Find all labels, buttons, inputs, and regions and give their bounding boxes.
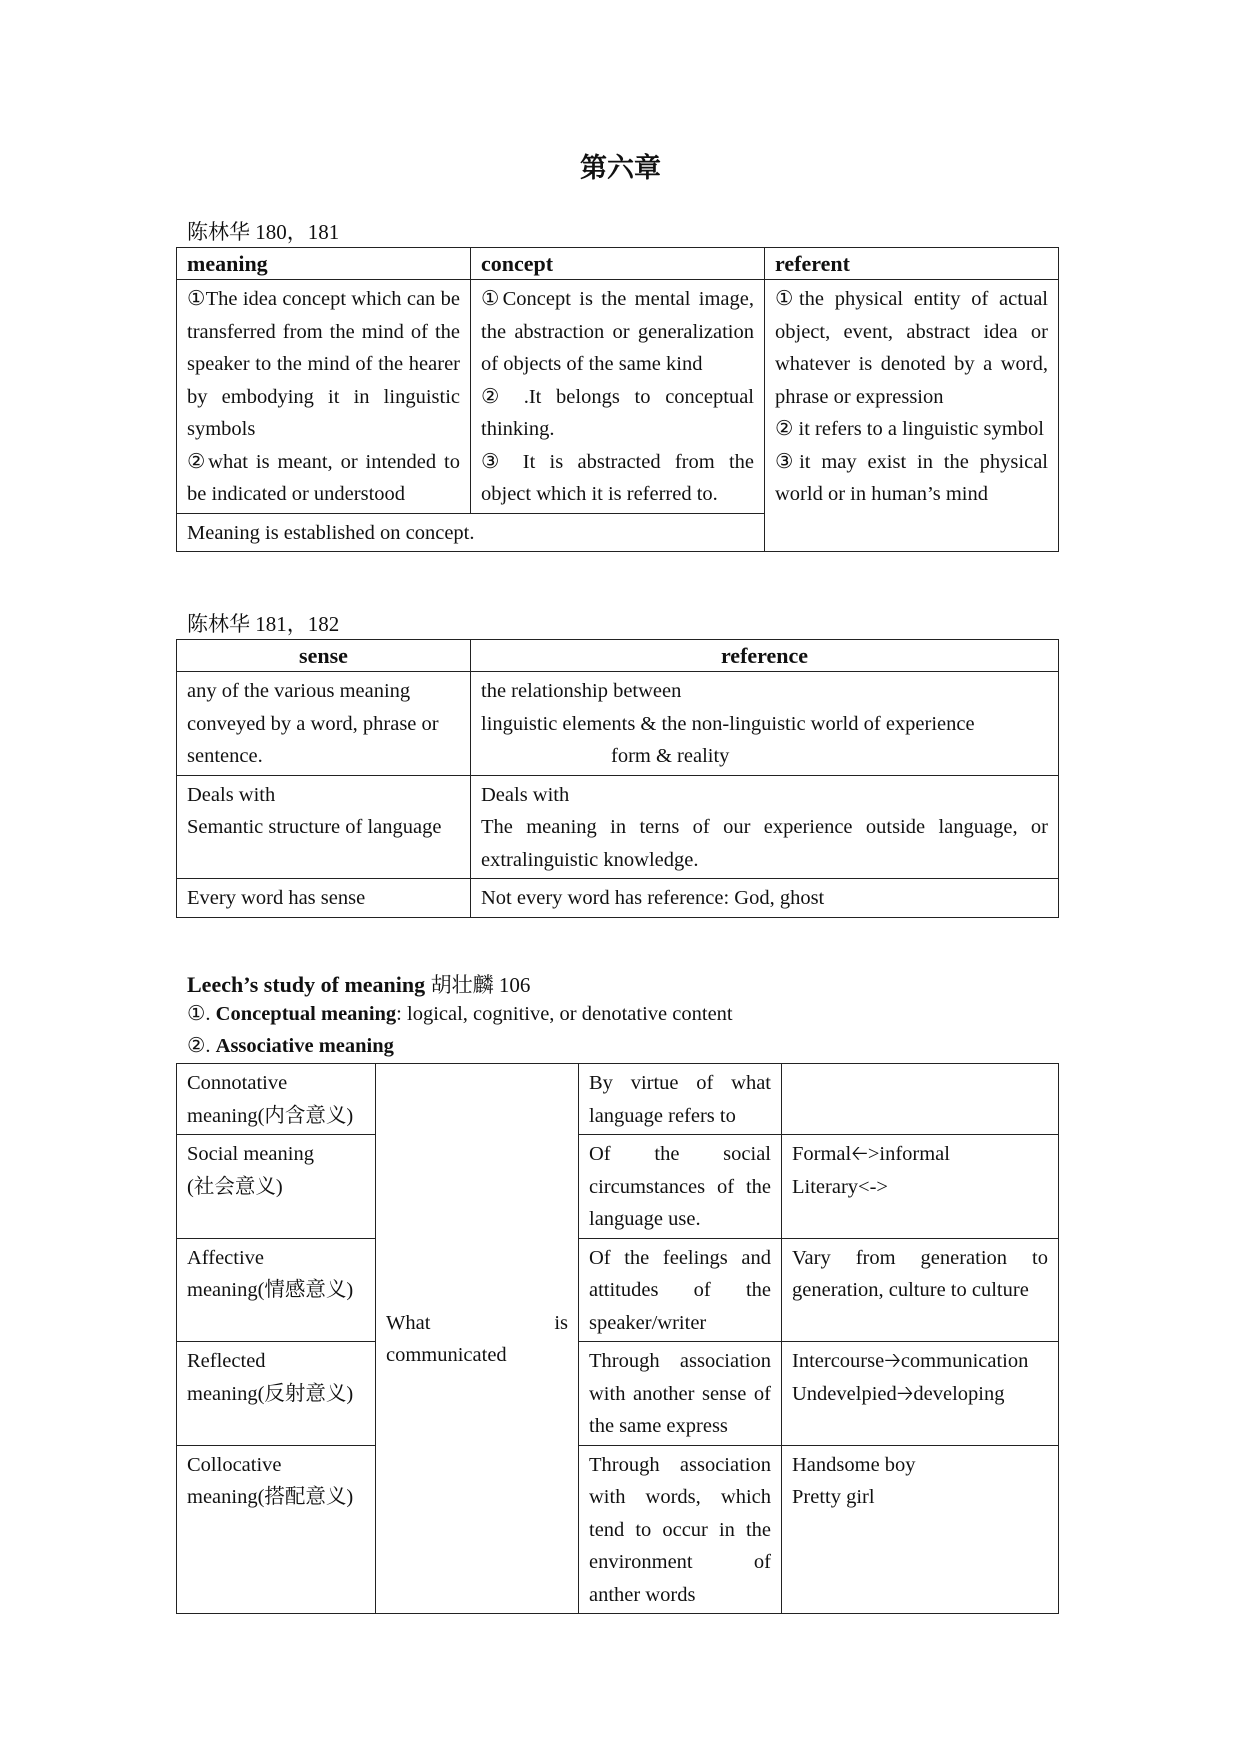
- reference-row1-line1: the relationship between: [481, 680, 682, 702]
- sense-reference-table: [176, 639, 1059, 918]
- reflected-name: Reflected meaning(反射意义): [177, 1342, 376, 1446]
- leech-heading-source: 胡壮麟 106: [430, 973, 531, 997]
- referent-line-2: ② it refers to a linguistic symbol: [775, 418, 1044, 440]
- collocative-desc: Through association with words, which tend to occur in the environment of anther words: [579, 1445, 782, 1614]
- reference-row2: [471, 775, 1059, 879]
- concept-line-1: ①Concept is the mental image, the abstraction or generalization of objects of the same kind: [481, 288, 760, 375]
- connotative-example: [782, 1064, 1059, 1135]
- social-example-line2: Literary<->: [792, 1175, 888, 1198]
- sense-row2-line1: Deals with: [187, 783, 276, 806]
- header-reference: reference: [471, 640, 1059, 672]
- leech-item-1: [187, 1001, 733, 1026]
- sense-row2-line2: Semantic structure of language: [187, 816, 442, 838]
- reflected-example: [782, 1342, 1059, 1446]
- leech-item1-bold: Conceptual meaning: [215, 1003, 397, 1025]
- reference-row3: Not every word has reference: God, ghost: [471, 879, 1059, 918]
- header-meaning: meaning: [177, 248, 471, 280]
- middle-text: What is communicated: [386, 1311, 574, 1366]
- table1-source: 陈林华 180，181: [187, 220, 340, 244]
- table1-footer: Meaning is established on concept.: [177, 513, 765, 552]
- social-name: [177, 1135, 376, 1239]
- meaning-concept-referent-table: [176, 247, 1059, 552]
- sense-row3: Every word has sense: [177, 879, 471, 918]
- leech-item2-bold: Associative meaning: [215, 1035, 394, 1057]
- header-concept: concept: [471, 248, 765, 280]
- connotative-desc: By virtue of what language refers to: [579, 1064, 782, 1135]
- social-example-line1: Formal🡠>informal: [792, 1143, 950, 1165]
- affective-name: Affective meaning(情感意义): [177, 1238, 376, 1342]
- reference-row1-line2: linguistic elements & the non-linguistic world of experience: [481, 712, 975, 735]
- concept-cell: [471, 280, 765, 514]
- collocative-name: Collocative meaning(搭配意义): [177, 1445, 376, 1614]
- leech-item2-num: ②.: [187, 1035, 211, 1057]
- meaning-line-1: ①The idea concept which can be transferred from the mind of the speaker to the mind of the hearer by embodying it in linguistic symbols: [187, 288, 466, 440]
- leech-heading: [187, 969, 530, 999]
- reference-row1-line3: form & reality: [611, 745, 730, 767]
- social-name-line2: (社会意义): [187, 1175, 283, 1198]
- social-name-line1: Social meaning: [187, 1143, 314, 1165]
- affective-example: Vary from generation to generation, culture to culture: [782, 1238, 1059, 1342]
- reference-row1: [471, 672, 1059, 776]
- reference-row2-line1: Deals with: [481, 783, 570, 806]
- reference-row2-line2: The meaning in terns of our experience outside language, or extralinguistic knowledge.: [481, 816, 1054, 871]
- what-is-communicated: [376, 1064, 579, 1614]
- header-referent: referent: [765, 248, 1059, 280]
- leech-item1-num: ①.: [187, 1003, 211, 1025]
- social-example: [782, 1135, 1059, 1239]
- concept-line-3: ③ It is abstracted from the object which it is referred to.: [481, 450, 760, 505]
- connotative-name: Connotative meaning(内含意义): [177, 1064, 376, 1135]
- header-sense: sense: [177, 640, 471, 672]
- reflected-example-line1: Intercourse🡢communication: [792, 1350, 1029, 1372]
- associative-meaning-table: [176, 1063, 1059, 1614]
- sense-row2: [177, 775, 471, 879]
- collocative-example-line2: Pretty girl: [792, 1486, 875, 1508]
- affective-desc: Of the feelings and attitudes of the speaker/writer: [579, 1238, 782, 1342]
- reflected-example-line2: Undevelpied🡢developing: [792, 1382, 1005, 1405]
- referent-line-3: ③it may exist in the physical world or in human’s mind: [775, 450, 1054, 505]
- social-desc: Of the social circumstances of the language use.: [579, 1135, 782, 1239]
- referent-line-1: ①the physical entity of actual object, event, abstract idea or whatever is denoted by a word, phrase or expression: [775, 288, 1054, 408]
- leech-item1-rest: : logical, cognitive, or denotative content: [396, 1003, 733, 1025]
- reflected-desc: Through association with another sense of the same express: [579, 1342, 782, 1446]
- sense-row1: any of the various meaning conveyed by a word, phrase or sentence.: [177, 672, 471, 776]
- collocative-example-line1: Handsome boy: [792, 1453, 916, 1476]
- leech-heading-title: Leech’s study of meaning: [187, 972, 426, 997]
- meaning-line-2: ②what is meant, or intended to be indicated or understood: [187, 450, 466, 505]
- leech-item-2: [187, 1033, 394, 1058]
- referent-cell: [765, 280, 1059, 552]
- page-title: 第六章: [580, 153, 661, 183]
- table2-source: 陈林华 181，182: [187, 612, 340, 636]
- collocative-example: [782, 1445, 1059, 1614]
- meaning-cell: [177, 280, 471, 514]
- concept-line-2: ② .It belongs to conceptual thinking.: [481, 385, 760, 440]
